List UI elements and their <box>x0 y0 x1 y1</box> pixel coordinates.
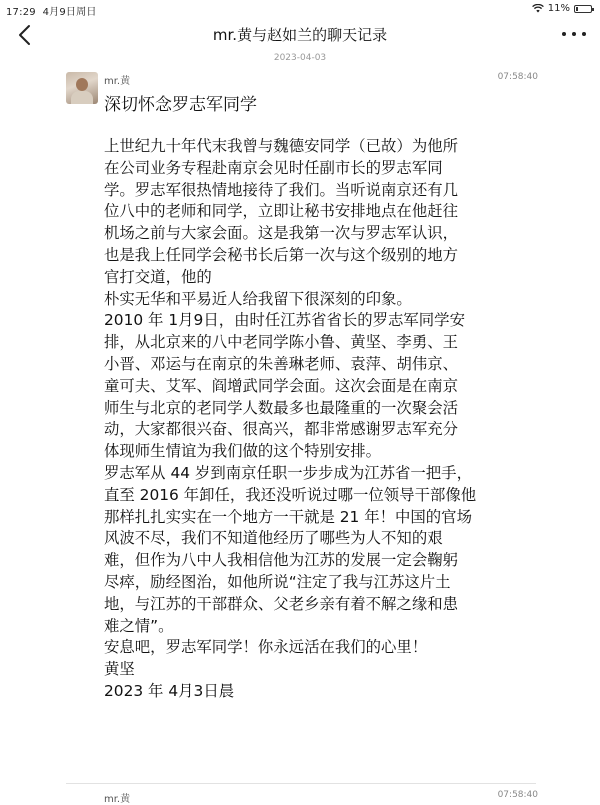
message-line: 黄坚 <box>104 660 135 679</box>
battery-percent: 11% <box>547 3 570 14</box>
status-time: 17:29 <box>6 7 36 18</box>
message-line: 小晋、邓运与在南京的朱善琳老师、袁萍、胡伟京、 <box>104 354 458 373</box>
message-line: 安息吧，罗志军同学！你永远活在我们的心里！ <box>104 638 428 657</box>
dot-icon <box>582 32 586 36</box>
message-line: 罗志军从 44 岁到南京任职一步步成为江苏省一把手， <box>104 463 472 482</box>
message-line: 风波不尽，我们不知道他经历了哪些为人不知的艰 <box>104 529 443 548</box>
message-time: 07:58:40 <box>497 790 538 800</box>
message-line: 体现师生情谊为我们做的这个特别安排。 <box>104 442 382 461</box>
message-line: 那样扎扎实实在一个地方一干就是 21 年！中国的官场 <box>104 507 472 526</box>
message-line: 尽瘁，励经图治，如他所说“注定了我与江苏这片土 <box>104 572 451 591</box>
message-line: 位八中的老师和同学，立即让秘书安排地点在他赶往 <box>104 202 458 221</box>
message-line: 在公司业务专程赴南京会见时任副市长的罗志军同 <box>104 158 443 177</box>
message-line: 师生与北京的老同学人数最多也最隆重的一次聚会活 <box>104 398 458 417</box>
message-title: 深切怀念罗志军同学 <box>104 95 257 115</box>
message-line: 也是我上任同学会秘书长后第一次与这个级别的地方 <box>104 245 458 264</box>
status-bar <box>0 0 600 18</box>
message-line: 上世纪九十年代末我曾与魏德安同学（已故）为他所 <box>104 137 458 155</box>
message-line: 地，与江苏的干部群众、父老乡亲有着不解之缘和患 <box>104 594 458 613</box>
avatar[interactable] <box>66 72 98 104</box>
divider <box>66 783 536 784</box>
sender-name: mr.黄 <box>104 76 131 87</box>
dot-icon <box>562 32 566 36</box>
battery-icon <box>574 5 592 13</box>
message-line: 学。罗志军很热情地接待了我们。当听说南京还有几 <box>104 180 458 199</box>
battery-fill <box>576 7 578 11</box>
date-separator: 2023-04-03 <box>273 53 327 63</box>
sender-name: mr.黄 <box>104 794 131 805</box>
wifi-icon <box>532 4 544 13</box>
dot-icon <box>572 32 576 36</box>
message-line: 直至 2016 年卸任，我还没听说过哪一位领导干部像他 <box>104 485 477 504</box>
message-line: 官打交道，他的 <box>104 267 212 286</box>
message-line: 排，从北京来的八中老同学陈小鲁、黄坚、李勇、王 <box>104 333 458 352</box>
more-options-button[interactable] <box>562 24 586 44</box>
message-line: 童可夫、艾军、阎增武同学会面。这次会面是在南京 <box>104 376 458 395</box>
page-title: mr.黄与赵如兰的聊天记录 <box>212 26 388 44</box>
status-indicators <box>532 3 592 14</box>
status-date: 4月9日周日 <box>42 7 97 18</box>
message-line: 2010 年 1月9日，由时任江苏省省长的罗志军同学安 <box>104 311 465 330</box>
message-line: 机场之前与大家会面。这是我第一次与罗志军认识， <box>104 224 458 243</box>
message-line: 动，大家都很兴奋、很高兴，都非常感谢罗志军充分 <box>104 420 458 439</box>
message-line: 难之情”。 <box>104 616 174 635</box>
nav-bar <box>0 18 600 52</box>
status-time-date <box>6 3 97 18</box>
message-line: 难，但作为八中人我相信他为江苏的发展一定会鞠躬 <box>104 551 458 570</box>
message-line: 朴实无华和平易近人给我留下很深刻的印象。 <box>104 289 412 308</box>
message-line: 2023 年 4月3日晨 <box>104 681 235 700</box>
message-time: 07:58:40 <box>497 72 538 82</box>
message-body[interactable] <box>104 136 534 703</box>
